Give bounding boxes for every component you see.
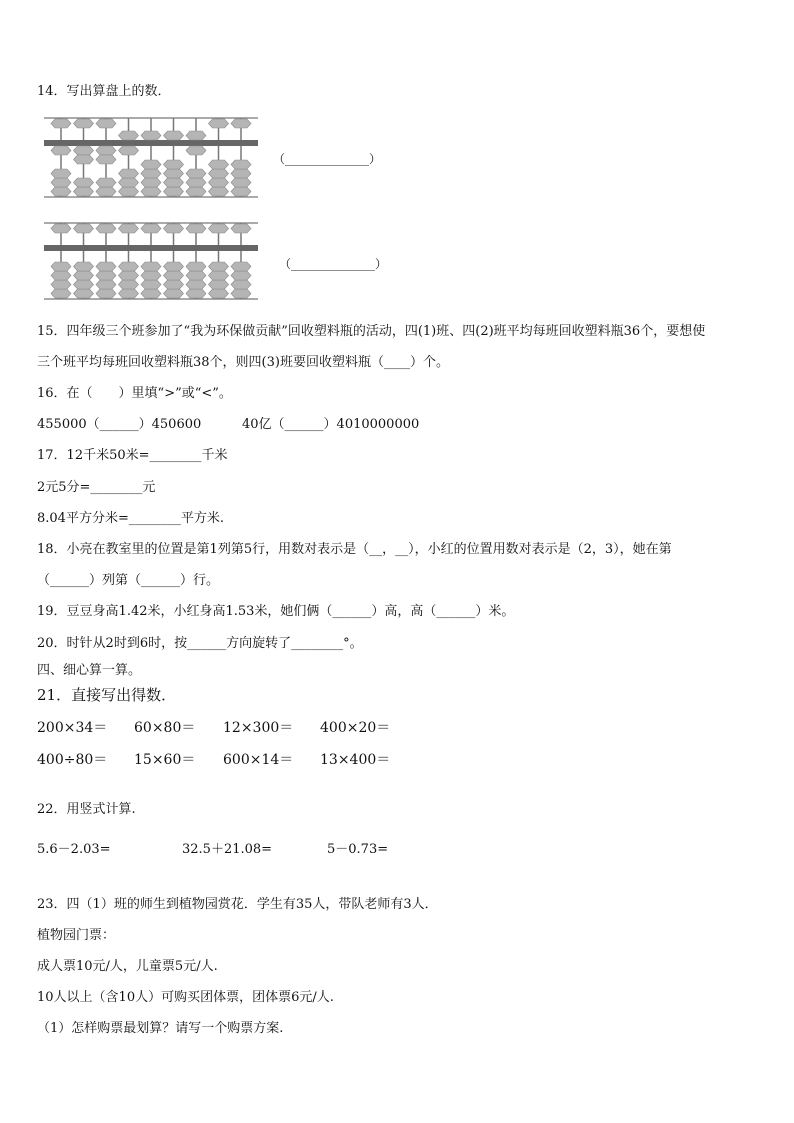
abacus-bead <box>141 271 161 280</box>
abacus-bead <box>51 271 71 280</box>
abacus-bead <box>74 187 94 196</box>
q15-line-2: 三个班平均每班回收塑料瓶38个，则四(3)班要回收塑料瓶（____）个。 <box>37 355 449 370</box>
abacus-bead <box>51 178 71 187</box>
abacus-bead <box>96 146 116 155</box>
abacus-bead <box>186 289 206 298</box>
abacus-bead <box>209 178 229 187</box>
abacus-bead <box>231 289 251 298</box>
abacus-bead <box>231 119 251 128</box>
abacus-bead <box>119 187 139 196</box>
q22-item: 32.5＋21.08= <box>182 842 273 857</box>
abacus-bead <box>51 187 71 196</box>
q14-answer-1[interactable]: （______________） <box>273 152 382 166</box>
abacus-bead <box>186 262 206 271</box>
abacus-bead <box>51 224 71 233</box>
abacus-bead <box>119 178 139 187</box>
abacus-bead <box>119 271 139 280</box>
abacus-bead <box>51 146 71 155</box>
abacus-bead <box>141 224 161 233</box>
abacus-bead <box>119 169 139 178</box>
abacus-bead <box>74 262 94 271</box>
abacus-bead <box>74 289 94 298</box>
abacus-bead <box>51 262 71 271</box>
q14-text: 14．写出算盘上的数． <box>37 84 171 99</box>
abacus-bead <box>186 271 206 280</box>
abacus-bead <box>164 169 184 178</box>
q21-item: 600×14＝ <box>223 752 294 768</box>
abacus-bead <box>141 160 161 169</box>
abacus-bead <box>51 280 71 289</box>
q21-title: 21．直接写出得数． <box>37 686 177 704</box>
q15-line-1: 15．四年级三个班参加了“我为环保做贡献”回收塑料瓶的活动，四(1)班、四(2)班平均每班回收塑料瓶36个，要想使 <box>37 324 706 339</box>
q16-item-2: 40亿（______）4010000000 <box>242 417 420 432</box>
q21-item: 400×20＝ <box>320 720 391 736</box>
abacus-bead <box>74 155 94 164</box>
abacus-bead <box>164 224 184 233</box>
abacus-bead <box>74 146 94 155</box>
abacus-bead <box>141 280 161 289</box>
q23-line-4: 10人以上（含10人）可购买团体票，团体票6元/人. <box>37 990 334 1005</box>
abacus-bead <box>186 169 206 178</box>
abacus-bead <box>119 131 139 140</box>
abacus-bead <box>119 280 139 289</box>
q21-item: 13×400＝ <box>320 752 391 768</box>
abacus-bead <box>209 280 229 289</box>
q16-item-1: 455000（______）450600 <box>37 417 202 432</box>
abacus-bead <box>119 224 139 233</box>
abacus-bead <box>74 119 94 128</box>
q23-line-2: 植物园门票： <box>37 928 116 943</box>
abacus-bead <box>231 187 251 196</box>
abacus-bead <box>186 178 206 187</box>
q17-line-3: 8.04平方分米=________平方米. <box>37 511 224 526</box>
abacus-bead <box>96 119 116 128</box>
q18-line-2: （______）列第（______）行。 <box>37 573 220 588</box>
abacus-bead <box>186 131 206 140</box>
q23-line-1: 23．四（1）班的师生到植物园赏花．学生有35人，带队老师有3人． <box>37 897 438 912</box>
abacus-bead <box>141 178 161 187</box>
abacus-bead <box>209 262 229 271</box>
abacus-bead <box>141 262 161 271</box>
abacus-bead <box>74 224 94 233</box>
q21-item: 15×60＝ <box>134 752 196 768</box>
abacus-bead <box>231 160 251 169</box>
abacus-bead <box>96 280 116 289</box>
abacus-bead <box>141 289 161 298</box>
abacus-bead <box>96 289 116 298</box>
abacus-bead <box>96 271 116 280</box>
abacus-bead <box>51 169 71 178</box>
q19-text: 19．豆豆身高1.42米，小红身高1.53米，她们俩（______）高，高（______）米。 <box>37 604 515 619</box>
abacus-bead <box>186 187 206 196</box>
q22-items <box>37 838 437 858</box>
abacus-bead <box>164 271 184 280</box>
abacus-bead <box>141 131 161 140</box>
abacus-bead <box>74 178 94 187</box>
abacus-bead <box>164 280 184 289</box>
abacus-bead <box>231 169 251 178</box>
q22-item: 5.6－2.03= <box>37 842 111 857</box>
q21-item: 12×300＝ <box>223 720 294 736</box>
abacus-bead <box>209 187 229 196</box>
q18-line-1: 18．小亮在教室里的位置是第1列第5行，用数对表示是（__，__），小红的位置用数对表示是（2，3），她在第 <box>37 542 672 557</box>
q23-line-5: （1）怎样购票最划算？请写一个购票方案. <box>37 1021 284 1036</box>
q22-title: 22．用竖式计算. <box>37 802 136 817</box>
abacus-bead <box>164 131 184 140</box>
q16-text: 16．在（ ）里填“>”或“<”。 <box>37 386 232 401</box>
abacus-bead <box>141 187 161 196</box>
abacus-bead <box>209 271 229 280</box>
q14-answer-2[interactable]: （______________） <box>279 257 388 271</box>
abacus-bead <box>186 224 206 233</box>
abacus-bead <box>119 262 139 271</box>
q21-item: 200×34＝ <box>37 720 108 736</box>
abacus-bead <box>119 146 139 155</box>
abacus-bead <box>186 146 206 155</box>
abacus-bead <box>231 178 251 187</box>
q22-item: 5－0.73= <box>327 842 389 857</box>
abacus-bead <box>141 169 161 178</box>
abacus-2 <box>44 220 258 302</box>
abacus-bead <box>119 289 139 298</box>
abacus-bead <box>74 271 94 280</box>
abacus-bead <box>209 160 229 169</box>
abacus-bead <box>96 224 116 233</box>
q17-line-1: 17．12千米50米=________千米 <box>37 448 228 463</box>
abacus-bead <box>164 262 184 271</box>
abacus-bead <box>74 280 94 289</box>
abacus-bead <box>96 155 116 164</box>
abacus-bead <box>96 187 116 196</box>
q20-text: 20．时针从2时到6时，按______方向旋转了________°。 <box>37 636 363 651</box>
abacus-1 <box>44 115 258 200</box>
q23-line-3: 成人票10元/人，儿童票5元/人. <box>37 959 218 974</box>
abacus-bead <box>209 169 229 178</box>
abacus-bead <box>231 271 251 280</box>
abacus-bead <box>231 280 251 289</box>
abacus-bead <box>186 280 206 289</box>
section-4-title: 四、细心算一算。 <box>37 663 142 678</box>
abacus-bead <box>209 119 229 128</box>
abacus-bead <box>231 224 251 233</box>
abacus-bead <box>164 187 184 196</box>
abacus-bead <box>164 178 184 187</box>
abacus-bead <box>96 262 116 271</box>
abacus-bead <box>96 178 116 187</box>
abacus-bead <box>231 262 251 271</box>
abacus-bead <box>164 289 184 298</box>
abacus-bead <box>209 224 229 233</box>
abacus-bead <box>51 119 71 128</box>
q21-item: 400÷80＝ <box>37 752 108 768</box>
abacus-bead <box>209 289 229 298</box>
q21-row-1 <box>37 717 437 737</box>
abacus-bead <box>51 289 71 298</box>
q21-item: 60×80＝ <box>134 720 196 736</box>
q17-line-2: 2元5分=________元 <box>37 480 156 495</box>
abacus-bead <box>164 160 184 169</box>
q21-row-2 <box>37 749 437 769</box>
